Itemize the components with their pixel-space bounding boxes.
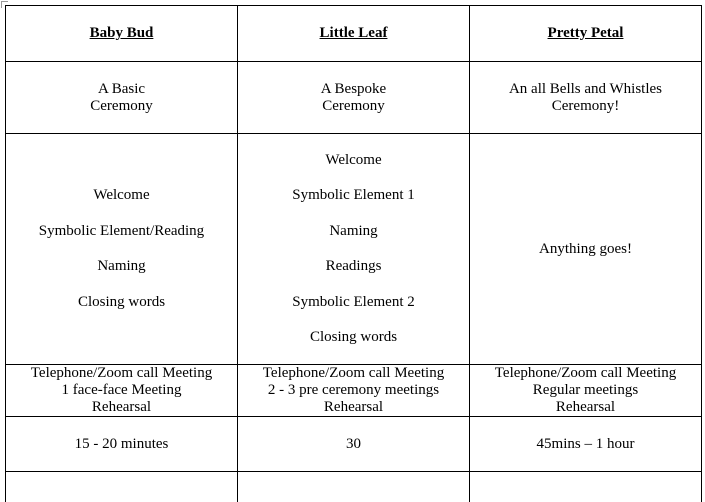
meeting-line: 1 face-face Meeting [10, 382, 233, 399]
header-row [6, 6, 702, 62]
ceremony-item: Symbolic Element/Reading [10, 223, 233, 240]
meeting-line: Telephone/Zoom call Meeting [10, 365, 233, 382]
ceremony-items-list [10, 187, 233, 311]
description-cell [238, 62, 470, 134]
meeting-line: Rehearsal [474, 399, 697, 416]
ceremony-items-cell [470, 134, 702, 365]
ceremony-items-cell [238, 134, 470, 365]
meeting-line: Rehearsal [242, 399, 465, 416]
ceremony-item: Anything goes! [474, 241, 697, 258]
package-name-cell [470, 6, 702, 62]
ceremony-items-list [242, 152, 465, 347]
description-line: A Basic [10, 81, 233, 98]
meeting-line: Telephone/Zoom call Meeting [242, 365, 465, 382]
meeting-line: Regular meetings [474, 382, 697, 399]
packages-table [5, 5, 702, 502]
description-line: A Bespoke [242, 81, 465, 98]
ceremony-item: Welcome [10, 187, 233, 204]
duration-cell: 15 - 20 minutes [6, 417, 238, 472]
package-name-pretty-petal: Pretty Petal [548, 25, 624, 41]
description-cell [6, 62, 238, 134]
description-line: An all Bells and Whistles [474, 81, 697, 98]
empty-cell [6, 472, 238, 502]
ceremony-item: Closing words [242, 329, 465, 346]
meetings-cell [470, 365, 702, 417]
ceremony-items-list [474, 241, 697, 258]
ceremony-item: Symbolic Element 1 [242, 187, 465, 204]
ceremony-items-cell [6, 134, 238, 365]
meetings-cell [6, 365, 238, 417]
ceremony-item: Closing words [10, 294, 233, 311]
description-line: Ceremony [242, 98, 465, 115]
ceremony-item: Naming [242, 223, 465, 240]
empty-row [6, 472, 702, 502]
description-cell [470, 62, 702, 134]
meeting-line: 2 - 3 pre ceremony meetings [242, 382, 465, 399]
duration-row [6, 417, 702, 472]
duration-cell: 30 [238, 417, 470, 472]
meeting-line: Telephone/Zoom call Meeting [474, 365, 697, 382]
empty-cell [238, 472, 470, 502]
ceremony-item: Naming [10, 258, 233, 275]
meetings-row [6, 365, 702, 417]
empty-cell [470, 472, 702, 502]
package-name-cell [238, 6, 470, 62]
package-name-little-leaf: Little Leaf [320, 25, 388, 41]
meeting-line: Rehearsal [10, 399, 233, 416]
description-line: Ceremony! [474, 98, 697, 115]
package-name-cell [6, 6, 238, 62]
duration-cell: 45mins – 1 hour [470, 417, 702, 472]
description-line: Ceremony [10, 98, 233, 115]
ceremony-item: Symbolic Element 2 [242, 294, 465, 311]
meetings-cell [238, 365, 470, 417]
ceremony-items-row [6, 134, 702, 365]
ceremony-item: Readings [242, 258, 465, 275]
description-row [6, 62, 702, 134]
ceremony-item: Welcome [242, 152, 465, 169]
package-name-baby-bud: Baby Bud [90, 25, 154, 41]
